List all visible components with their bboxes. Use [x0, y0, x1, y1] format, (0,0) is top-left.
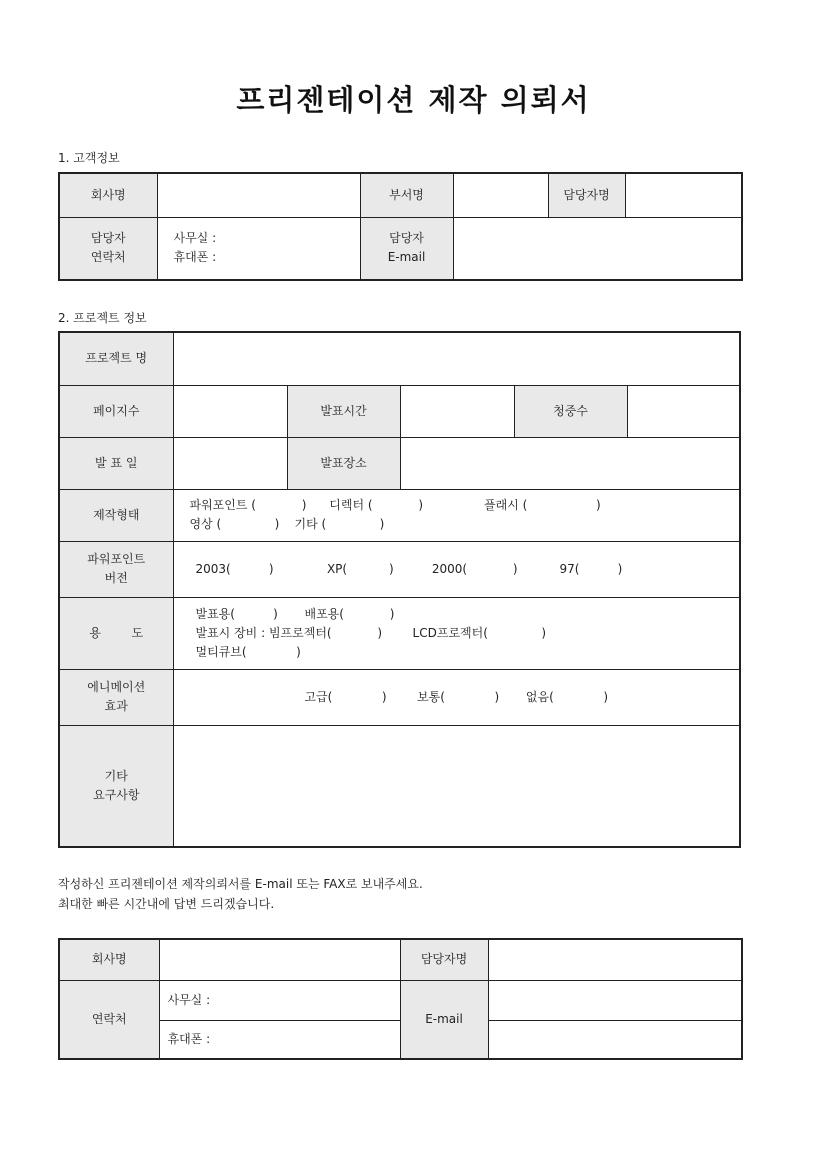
manager-contact-field[interactable]	[157, 217, 360, 280]
format-options-line-1: 파워포인트 ( ) 디렉터 ( ) 플래시 ( )	[189, 498, 601, 512]
usage-options-line-3: 멀티큐브( )	[195, 644, 301, 659]
reply-office-label: 사무실 :	[167, 992, 211, 1007]
manager-contact-label: 담당자 연락처	[59, 217, 157, 280]
production-format-label: 제작형태	[59, 489, 173, 541]
department-field[interactable]	[453, 173, 548, 217]
notice-line-2: 최대한 빠른 시간내에 답변 드리겠습니다.	[58, 897, 275, 911]
production-format-field[interactable]	[173, 489, 740, 541]
notice-line-1: 작성하신 프리젠테이션 제작의뢰서를 E-mail 또는 FAX로 보내주세요.	[58, 877, 423, 891]
project-name-field[interactable]	[173, 332, 740, 385]
reply-contact-table	[58, 938, 743, 1060]
presentation-time-field[interactable]	[400, 385, 514, 437]
page-title: 프리젠테이션 제작 의뢰서	[236, 83, 591, 117]
mobile-phone-label: 휴대폰 :	[173, 250, 217, 265]
presentation-date-field[interactable]	[173, 437, 287, 489]
presentation-time-label: 발표시간	[287, 385, 400, 437]
page-count-label: 페이지수	[59, 385, 173, 437]
company-field[interactable]	[157, 173, 360, 217]
usage-options-line-2: 발표시 장비 : 빔프로젝터( ) LCD프로젝터( )	[195, 625, 546, 640]
presentation-venue-label: 발표장소	[287, 437, 400, 489]
manager-name-label: 담당자명	[548, 173, 625, 217]
audience-count-label: 청중수	[514, 385, 627, 437]
animation-options-line: 고급( ) 보통( ) 없음( )	[304, 689, 609, 704]
reply-contact-label: 연락처	[59, 980, 159, 1059]
presentation-venue-field[interactable]	[400, 437, 740, 489]
project-name-label: 프로젝트 명	[59, 332, 173, 385]
reply-email-label: E-mail	[400, 980, 488, 1059]
powerpoint-version-label: 파워포인트 버전	[59, 541, 173, 597]
presentation-date-label: 발 표 일	[59, 437, 173, 489]
reply-email-field-1[interactable]	[488, 980, 742, 1020]
usage-options-line-1: 발표용( ) 배포용( )	[195, 606, 395, 621]
powerpoint-version-field[interactable]	[173, 541, 740, 597]
reply-mobile-field[interactable]	[159, 1020, 400, 1059]
section-customer-info-label: 1. 고객정보	[58, 151, 120, 165]
other-requirements-field[interactable]	[173, 725, 740, 847]
other-requirements-label: 기타 요구사항	[59, 725, 173, 847]
page-count-field[interactable]	[173, 385, 287, 437]
usage-label: 용 도	[59, 597, 173, 669]
project-info-table	[58, 331, 741, 848]
customer-info-table	[58, 172, 743, 281]
department-label: 부서명	[360, 173, 453, 217]
usage-field[interactable]	[173, 597, 740, 669]
animation-effect-field[interactable]	[173, 669, 740, 725]
section-project-info-label: 2. 프로젝트 정보	[58, 311, 147, 325]
reply-office-field[interactable]	[159, 980, 400, 1020]
manager-email-label: 담당자 E-mail	[360, 217, 453, 280]
version-options-line: 2003( ) XP( ) 2000( ) 97( )	[195, 561, 623, 576]
submission-notice	[58, 874, 423, 914]
office-phone-label: 사무실 :	[173, 231, 217, 246]
format-options-line-2: 영상 ( ) 기타 ( )	[189, 517, 385, 531]
reply-manager-field[interactable]	[488, 939, 742, 980]
reply-mobile-label: 휴대폰 :	[167, 1031, 211, 1046]
reply-email-field-2[interactable]	[488, 1020, 742, 1059]
reply-company-label: 회사명	[59, 939, 159, 980]
company-label: 회사명	[59, 173, 157, 217]
animation-effect-label: 에니메이션 효과	[59, 669, 173, 725]
audience-count-field[interactable]	[627, 385, 740, 437]
reply-manager-label: 담당자명	[400, 939, 488, 980]
manager-name-field[interactable]	[625, 173, 742, 217]
reply-company-field[interactable]	[159, 939, 400, 980]
manager-email-field[interactable]	[453, 217, 742, 280]
